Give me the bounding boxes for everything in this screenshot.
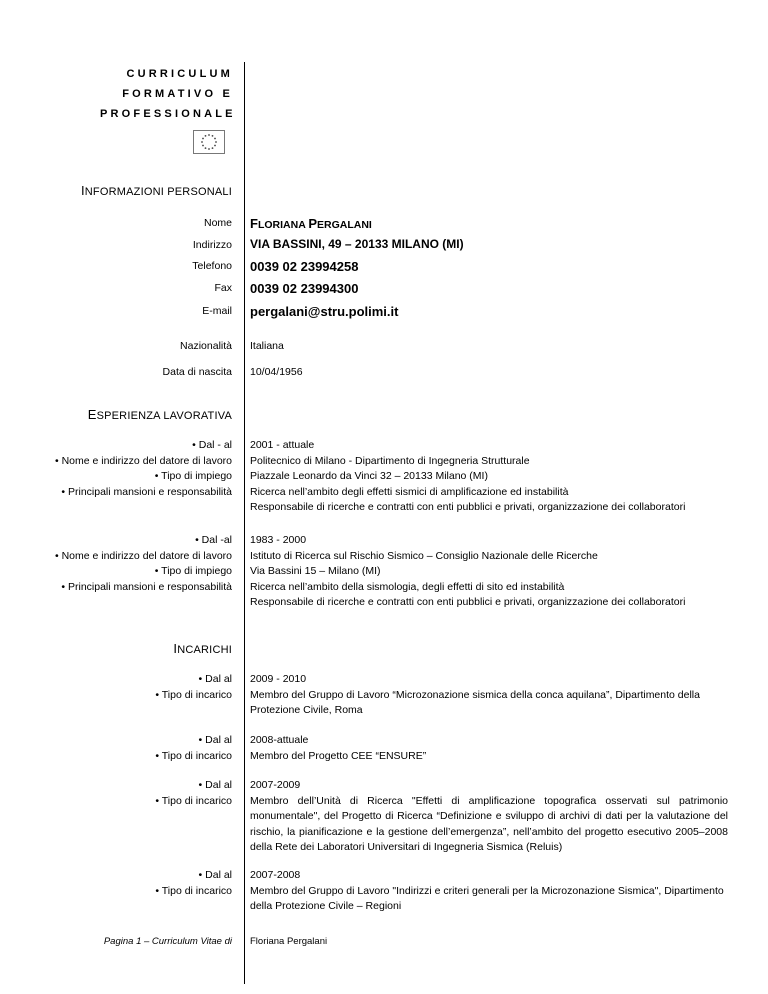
job-period: 2001 - attuale bbox=[250, 439, 315, 451]
assignment-labels bbox=[0, 672, 232, 703]
label-period: • Dal al bbox=[198, 779, 232, 791]
name-rest: LORIANA bbox=[257, 219, 309, 231]
assignment-description: Membro del Progetto CEE “ENSURE” bbox=[250, 749, 427, 762]
heading-initial: E bbox=[87, 407, 97, 422]
job-employer-address: Piazzale Leonardo da Vinci 32 – 20133 Milano (MI) bbox=[250, 470, 488, 482]
heading-initial: I bbox=[173, 641, 178, 656]
assignment-description: Membro del Gruppo di Lavoro "Indirizzi e criteri generali per la Microzonazione Sismica", Dipartimento della Protezione Civile – Regioni bbox=[250, 884, 724, 912]
title-line-1: CURRICULUM bbox=[126, 68, 233, 80]
title-line-3: PROFESSIONALE bbox=[100, 108, 236, 120]
section-heading-incarichi bbox=[173, 641, 232, 656]
label-fax: Fax bbox=[214, 282, 232, 294]
label-birth-date: Data di nascita bbox=[162, 366, 232, 378]
assignment-period: 2008-attuale bbox=[250, 734, 309, 746]
heading-rest: NCARICHI bbox=[177, 644, 232, 656]
label-period: • Dal - al bbox=[192, 439, 232, 451]
value-nationality: Italiana bbox=[250, 340, 284, 352]
footer-name: Floriana Pergalani bbox=[250, 936, 328, 947]
assignment-description: Membro del Gruppo di Lavoro “Microzonazione sismica della conca aquilana”, Dipartimento della Protezione Civile, Roma bbox=[250, 688, 700, 716]
assignment-labels bbox=[0, 868, 232, 899]
assignment-values bbox=[250, 733, 728, 764]
assignment-period: 2007-2009 bbox=[250, 779, 301, 791]
assignment-labels bbox=[0, 733, 232, 764]
eu-flag-icon bbox=[193, 130, 225, 154]
job-employer: Istituto di Ricerca sul Rischio Sismico – Consiglio Nazionale delle Ricerche bbox=[250, 549, 598, 562]
job-employer-address: Via Bassini 15 – Milano (MI) bbox=[250, 565, 381, 577]
label-period: • Dal al bbox=[198, 673, 232, 685]
name-initial: F bbox=[250, 216, 258, 231]
assignment-values bbox=[250, 868, 728, 915]
job-duties: Responsabile di ricerche e contratti con enti pubblici e privati, organizzazione dei collaboratori bbox=[250, 596, 686, 608]
job-type: Ricerca nell’ambito della sismologia, degli effetti di sito ed instabilità bbox=[250, 580, 565, 593]
value-email[interactable]: pergalani@stru.polimi.it bbox=[250, 304, 399, 319]
value-phone: 0039 02 23994258 bbox=[250, 259, 359, 274]
label-name: Nome bbox=[203, 217, 232, 229]
heading-rest: NFORMAZIONI PERSONALI bbox=[84, 186, 232, 198]
value-fax: 0039 02 23994300 bbox=[250, 281, 359, 296]
label-employer: • Nome e indirizzo del datore di lavoro bbox=[54, 549, 232, 562]
label-assignment-type: • Tipo di incarico bbox=[155, 688, 232, 701]
job-labels bbox=[42, 533, 232, 595]
section-heading-personal bbox=[81, 183, 232, 198]
label-employer: • Nome e indirizzo del datore di lavoro bbox=[54, 454, 232, 467]
footer-page-label: Pagina 1 – Curriculum Vitae di bbox=[103, 936, 232, 947]
label-nationality: Nazionalità bbox=[180, 340, 232, 352]
label-employment-type: • Tipo di impiego bbox=[154, 565, 232, 577]
label-period: • Dal -al bbox=[195, 534, 232, 546]
label-duties: • Principali mansioni e responsabilità bbox=[61, 580, 232, 593]
column-divider bbox=[244, 62, 245, 984]
section-heading-experience bbox=[88, 407, 232, 422]
job-values bbox=[250, 438, 728, 516]
heading-initial: I bbox=[80, 183, 85, 198]
label-assignment-type: • Tipo di incarico bbox=[155, 749, 232, 762]
heading-rest: SPERIENZA LAVORATIVA bbox=[96, 410, 232, 422]
label-assignment-type: • Tipo di incarico bbox=[155, 794, 232, 807]
surname-rest: ERGALANI bbox=[316, 219, 372, 231]
job-employer: Politecnico di Milano - Dipartimento di Ingegneria Strutturale bbox=[250, 454, 530, 467]
assignment-values bbox=[250, 778, 728, 856]
assignment-period: 2007-2008 bbox=[250, 869, 301, 881]
job-period: 1983 - 2000 bbox=[250, 534, 307, 546]
value-birth-date: 10/04/1956 bbox=[250, 366, 303, 378]
label-assignment-type: • Tipo di incarico bbox=[155, 884, 232, 897]
title-line-2: FORMATIVO E bbox=[122, 88, 233, 100]
assignment-period: 2009 - 2010 bbox=[250, 673, 307, 685]
assignment-description: Membro dell’Unità di Ricerca "Effetti di amplificazione topografica osservati sul patrimonio monumentale", del Progetto di Ricerca “Definizione e sviluppo di archivi di dati per la valutazione del rischio, la pianificazione e la gestione dell’emergenza”, nell’ambito del progetto esecutivo 2005–2008 della Rete dei Laboratori Universitari di Ingegneria Sismica (Reluis) bbox=[250, 794, 728, 853]
document-title bbox=[100, 64, 236, 124]
label-duties: • Principali mansioni e responsabilità bbox=[61, 485, 232, 498]
job-duties: Responsabile di ricerche e contratti con enti pubblici e privati, organizzazione dei collaboratori bbox=[250, 501, 686, 513]
label-period: • Dal al bbox=[198, 869, 232, 881]
job-type: Ricerca nell’ambito degli effetti sismici di amplificazione ed instabilità bbox=[250, 485, 569, 498]
label-email: E-mail bbox=[202, 305, 232, 317]
surname-initial: P bbox=[308, 216, 317, 231]
label-employment-type: • Tipo di impiego bbox=[154, 470, 232, 482]
value-address: VIA BASSINI, 49 – 20133 MILANO (MI) bbox=[250, 237, 464, 251]
assignment-values bbox=[250, 672, 728, 719]
job-labels bbox=[42, 438, 232, 500]
label-period: • Dal al bbox=[198, 734, 232, 746]
value-name bbox=[250, 216, 372, 231]
label-phone: Telefono bbox=[192, 260, 232, 272]
job-values bbox=[250, 533, 728, 611]
assignment-labels bbox=[0, 778, 232, 809]
label-address: Indirizzo bbox=[192, 239, 232, 251]
